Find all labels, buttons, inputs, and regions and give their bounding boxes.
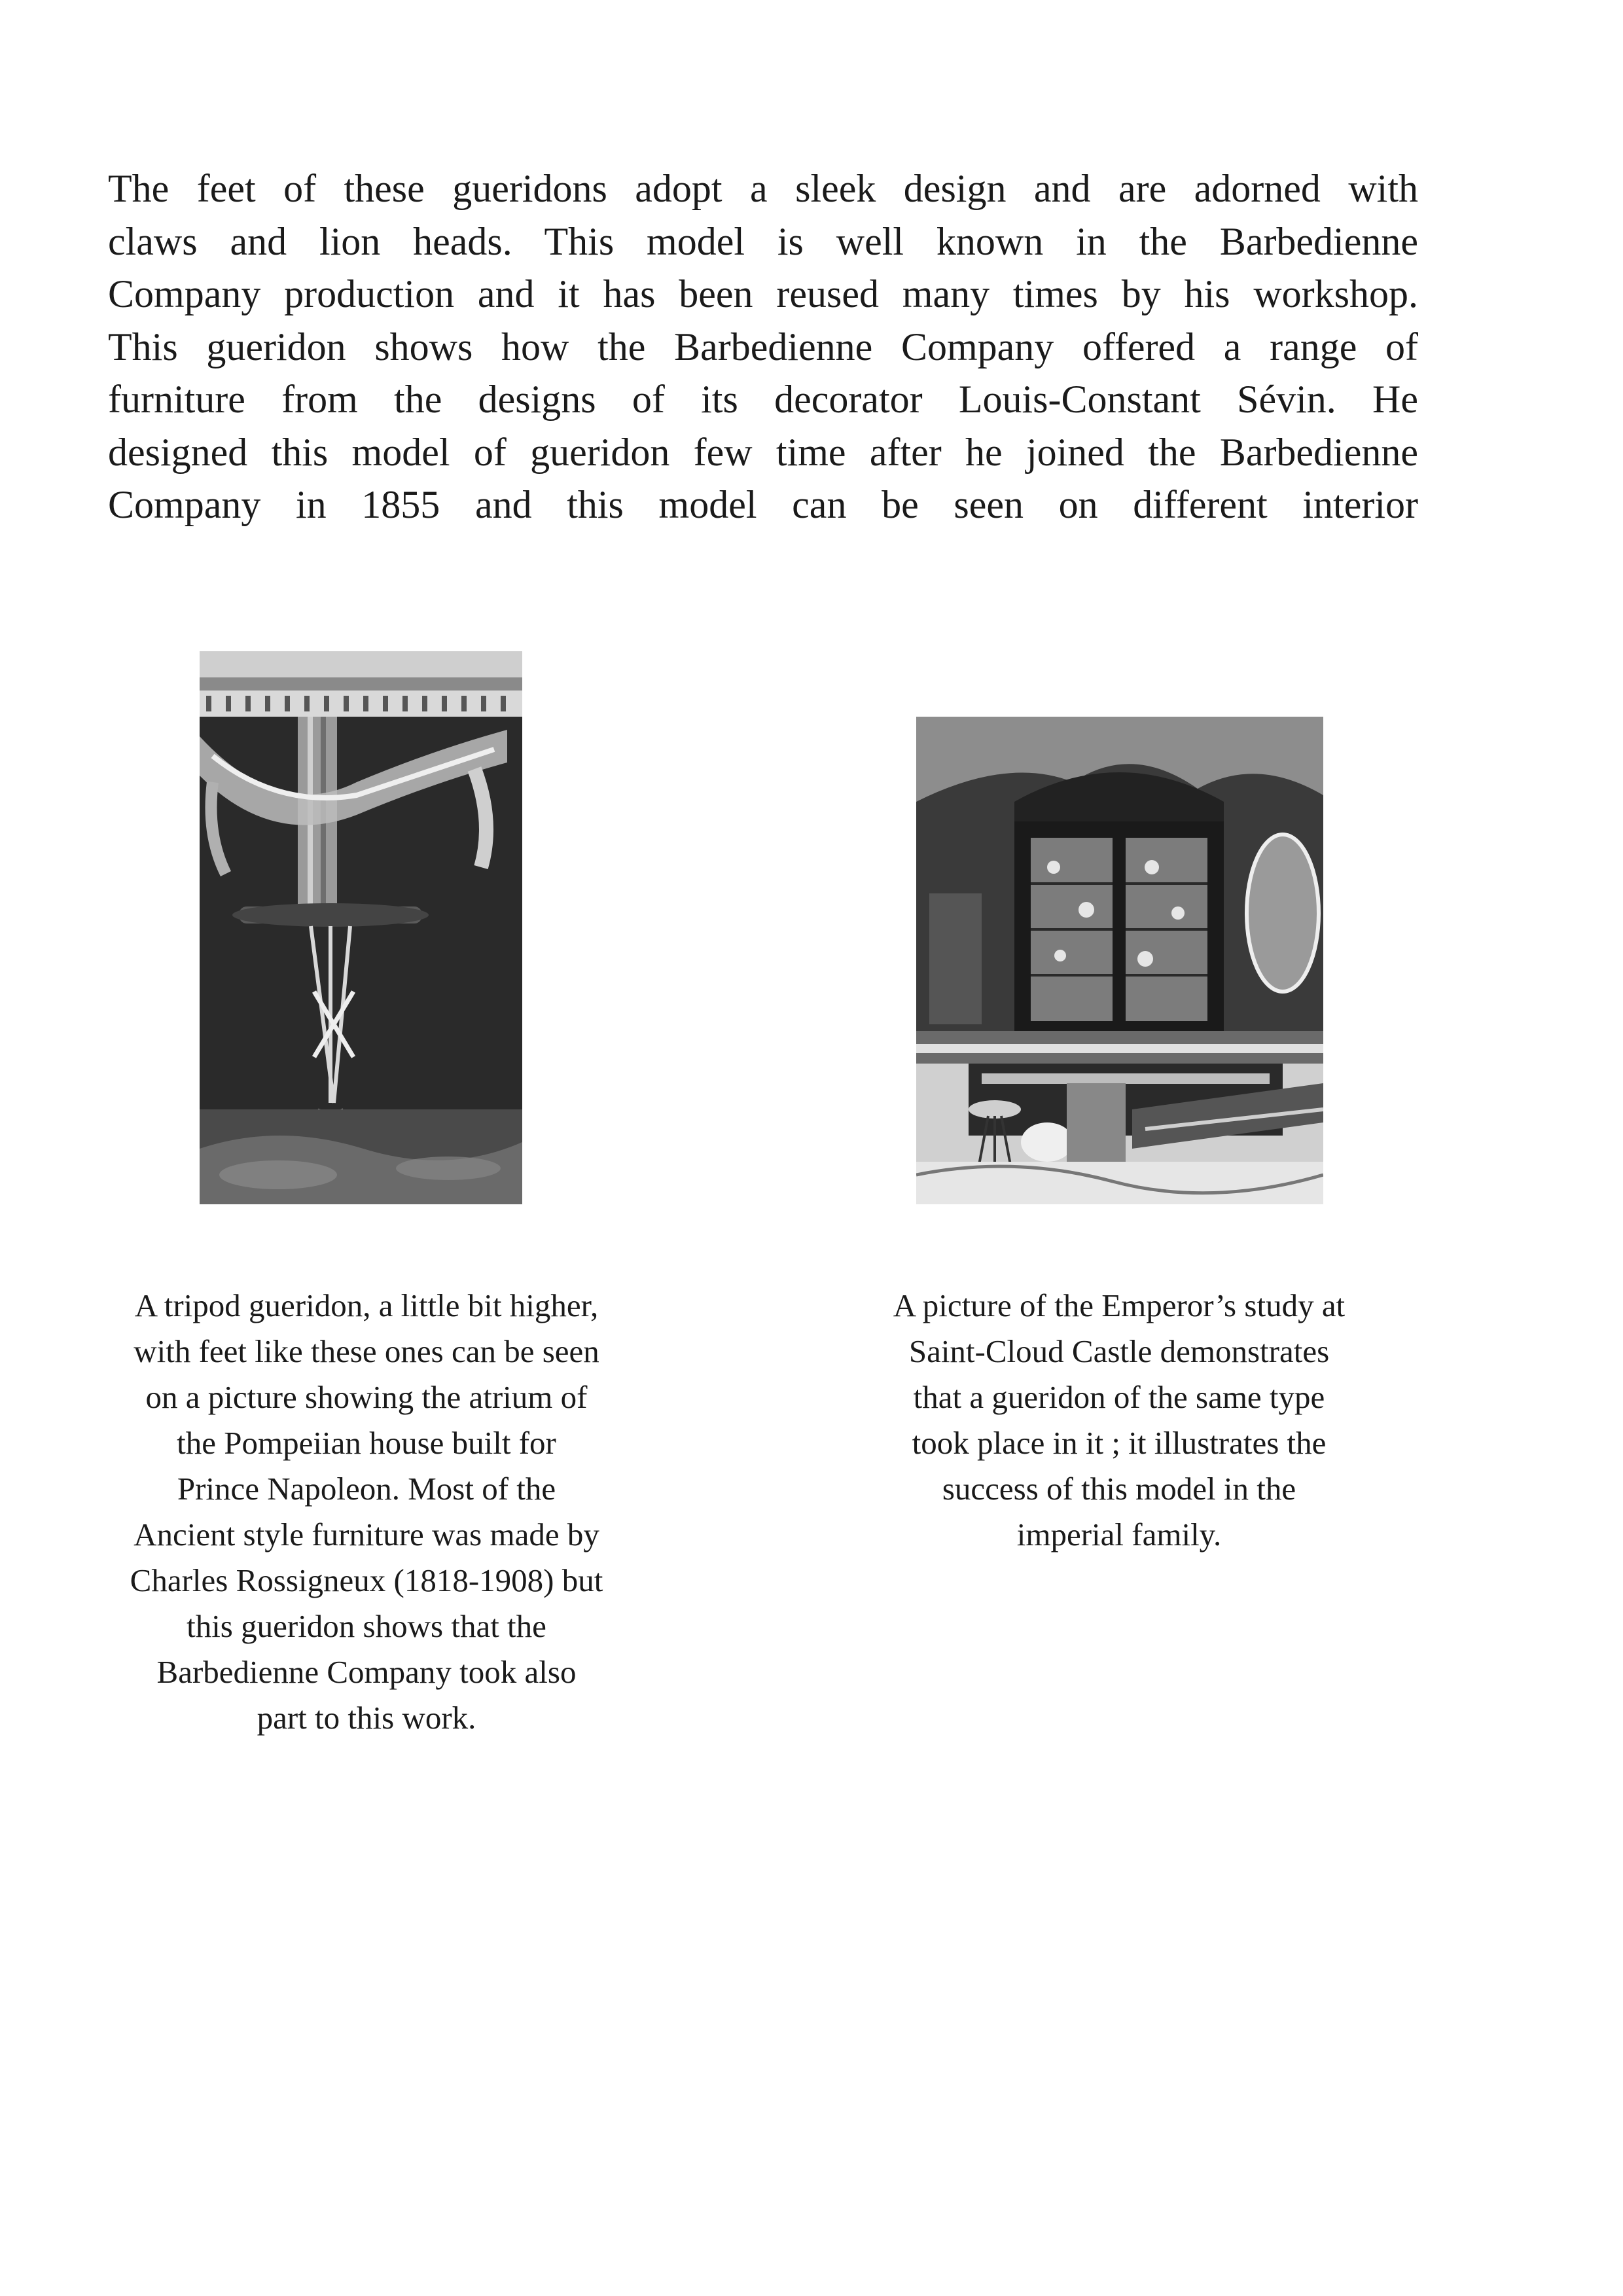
caption-line: Prince Napoleon. Most of the (177, 1471, 556, 1507)
intro-line: designed this model of gueridon few time after he joined the Barbedienne (108, 430, 1418, 474)
emperor-study-illustration (916, 717, 1323, 1204)
caption-line: Saint-Cloud Castle demonstrates (908, 1333, 1330, 1369)
caption-line: A tripod gueridon, a little bit higher, (134, 1287, 599, 1323)
caption-line: Barbedienne Company took also (156, 1654, 577, 1690)
caption-line: that a gueridon of the same type (913, 1379, 1325, 1415)
caption-line: A picture of the Emperor’s study at (893, 1287, 1346, 1323)
caption-line: took place in it ; it illustrates the (912, 1425, 1327, 1461)
caption-line: Ancient style furniture was made by (134, 1516, 599, 1552)
intro-line: Company production and it has been reused many times by his workshop. (108, 272, 1418, 315)
emperor-study-engraving (916, 717, 1323, 1204)
caption-line: success of this model in the (942, 1471, 1296, 1507)
pompeiian-atrium-illustration (200, 651, 522, 1204)
intro-line: claws and lion heads. This model is well known in the Barbedienne (108, 219, 1418, 263)
caption-line: this gueridon shows that the (187, 1608, 546, 1644)
emperor-study-caption (825, 1283, 1414, 1558)
pompeiian-atrium-caption (72, 1283, 661, 1741)
caption-line: the Pompeiian house built for (177, 1425, 556, 1461)
intro-line: furniture from the designs of its decorator Louis-Constant Sévin. He (108, 378, 1418, 421)
caption-line: part to this work. (257, 1700, 476, 1736)
caption-line: with feet like these ones can be seen (134, 1333, 599, 1369)
intro-line: The feet of these gueridons adopt a sleek design and are adorned with (108, 167, 1418, 210)
caption-line: Charles Rossigneux (1818-1908) but (130, 1562, 603, 1598)
intro-line: Company in 1855 and this model can be seen on different interior (108, 483, 1418, 526)
caption-line: imperial family. (1016, 1516, 1222, 1552)
intro-paragraph (108, 162, 1418, 531)
caption-line: on a picture showing the atrium of (145, 1379, 588, 1415)
intro-line: This gueridon shows how the Barbedienne Company offered a range of (108, 325, 1418, 368)
pompeiian-atrium-photo (200, 651, 522, 1204)
